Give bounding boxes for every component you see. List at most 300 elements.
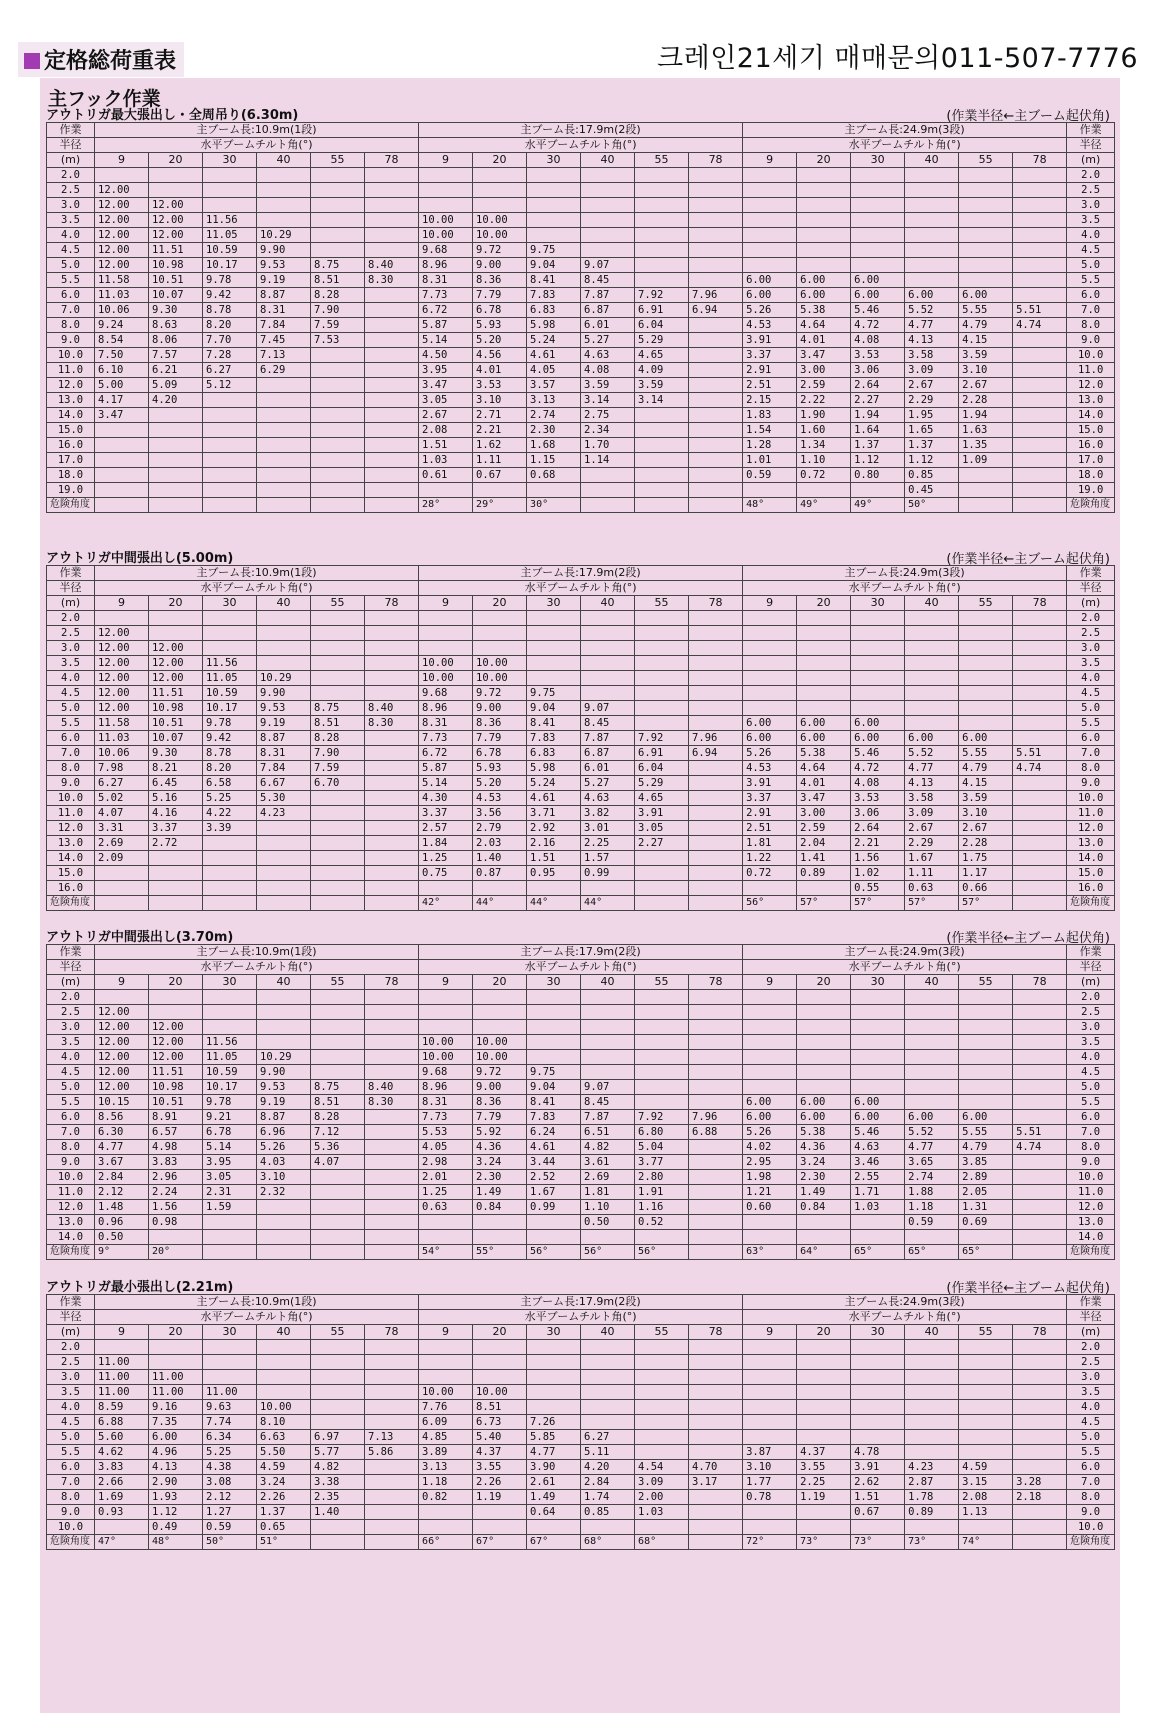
tilt-angle-value: 30 <box>527 975 581 990</box>
danger-angle-cell: 51° <box>257 1535 311 1550</box>
load-value-cell <box>689 183 743 198</box>
load-value-cell <box>689 1050 743 1065</box>
load-value-cell <box>311 851 365 866</box>
load-value-cell <box>203 990 257 1005</box>
load-value-cell: 5.55 <box>959 746 1013 761</box>
load-value-cell <box>257 1340 311 1355</box>
load-value-cell: 5.93 <box>473 761 527 776</box>
load-value-cell <box>797 1340 851 1355</box>
load-value-cell <box>149 408 203 423</box>
load-value-cell: 8.36 <box>473 716 527 731</box>
load-value-cell <box>959 168 1013 183</box>
load-value-cell <box>365 1125 419 1140</box>
load-value-cell: 6.00 <box>743 716 797 731</box>
tilt-angle-value: 9 <box>419 153 473 168</box>
load-value-cell: 8.40 <box>365 258 419 273</box>
load-value-cell <box>311 423 365 438</box>
load-value-cell <box>1013 701 1067 716</box>
work-radius-cell-right: 10.0 <box>1067 791 1115 806</box>
load-value-cell: 5.38 <box>797 303 851 318</box>
load-value-cell: 3.24 <box>473 1155 527 1170</box>
load-value-cell <box>1013 716 1067 731</box>
boom-length-header: 主ブーム長:17.9m(2段) <box>419 566 743 581</box>
load-value-cell: 6.27 <box>581 1430 635 1445</box>
load-value-cell <box>581 1520 635 1535</box>
work-radius-cell: 4.0 <box>47 228 95 243</box>
load-value-cell <box>311 1520 365 1535</box>
load-value-cell <box>743 611 797 626</box>
load-value-cell: 7.74 <box>203 1415 257 1430</box>
load-value-cell <box>581 1050 635 1065</box>
table-row <box>47 1035 1115 1050</box>
load-value-cell: 1.02 <box>851 866 905 881</box>
load-value-cell: 2.30 <box>797 1170 851 1185</box>
danger-angle-cell <box>365 498 419 513</box>
load-value-cell: 4.56 <box>473 348 527 363</box>
load-value-cell: 11.03 <box>95 288 149 303</box>
load-value-cell <box>365 243 419 258</box>
load-value-cell <box>257 1370 311 1385</box>
radius-header-right: 半径 <box>1067 138 1115 153</box>
load-value-cell: 10.00 <box>419 656 473 671</box>
load-value-cell <box>365 1140 419 1155</box>
load-value-cell <box>473 990 527 1005</box>
load-value-cell: 12.00 <box>95 198 149 213</box>
work-radius-cell: 2.0 <box>47 990 95 1005</box>
load-value-cell: 9.78 <box>203 273 257 288</box>
danger-angle-cell: 29° <box>473 498 527 513</box>
load-value-cell <box>149 851 203 866</box>
load-value-cell <box>1013 213 1067 228</box>
load-value-cell: 4.13 <box>149 1460 203 1475</box>
load-value-cell: 4.72 <box>851 318 905 333</box>
load-value-cell: 3.91 <box>635 806 689 821</box>
load-value-cell <box>905 1355 959 1370</box>
load-value-cell <box>689 1370 743 1385</box>
load-value-cell: 5.09 <box>149 378 203 393</box>
load-value-cell <box>635 611 689 626</box>
load-value-cell <box>689 1170 743 1185</box>
load-value-cell: 5.53 <box>419 1125 473 1140</box>
load-table <box>46 1294 1115 1550</box>
load-value-cell <box>365 198 419 213</box>
load-value-cell: 12.00 <box>95 243 149 258</box>
danger-angle-cell: 66° <box>419 1535 473 1550</box>
load-value-cell <box>689 1140 743 1155</box>
load-value-cell <box>581 671 635 686</box>
load-value-cell <box>635 453 689 468</box>
work-radius-cell: 5.0 <box>47 701 95 716</box>
load-value-cell: 6.00 <box>797 273 851 288</box>
danger-angle-cell <box>311 1245 365 1260</box>
load-value-cell <box>365 363 419 378</box>
load-value-cell <box>743 1035 797 1050</box>
load-value-cell: 9.00 <box>473 258 527 273</box>
load-value-cell <box>365 318 419 333</box>
load-value-cell: 9.75 <box>527 243 581 258</box>
header-row <box>47 960 1115 975</box>
load-value-cell <box>1013 333 1067 348</box>
load-value-cell <box>635 1230 689 1245</box>
load-value-cell <box>149 468 203 483</box>
load-value-cell: 7.90 <box>311 303 365 318</box>
load-value-cell: 2.87 <box>905 1475 959 1490</box>
tilt-angle-value: 9 <box>419 1325 473 1340</box>
load-value-cell: 4.53 <box>473 791 527 806</box>
load-value-cell: 3.10 <box>257 1170 311 1185</box>
load-value-cell <box>581 1020 635 1035</box>
table-row <box>47 731 1115 746</box>
tilt-angle-value: 55 <box>959 1325 1013 1340</box>
load-value-cell: 2.16 <box>527 836 581 851</box>
work-radius-cell: 11.0 <box>47 806 95 821</box>
table-title: アウトリガ中間張出し(5.00m) <box>46 551 234 566</box>
load-value-cell <box>743 1215 797 1230</box>
load-value-cell: 5.38 <box>797 1125 851 1140</box>
load-value-cell: 4.79 <box>959 1140 1013 1155</box>
load-value-cell: 4.01 <box>473 363 527 378</box>
load-value-cell <box>905 990 959 1005</box>
load-value-cell: 2.96 <box>149 1170 203 1185</box>
load-value-cell <box>365 851 419 866</box>
load-value-cell <box>743 1005 797 1020</box>
load-value-cell: 3.31 <box>95 821 149 836</box>
load-value-cell: 5.26 <box>743 303 797 318</box>
load-value-cell: 6.00 <box>851 1095 905 1110</box>
load-value-cell <box>1013 881 1067 896</box>
load-value-cell <box>743 1385 797 1400</box>
danger-angle-cell: 56° <box>527 1245 581 1260</box>
load-value-cell: 8.31 <box>419 273 473 288</box>
load-value-cell <box>149 1340 203 1355</box>
load-value-cell <box>95 990 149 1005</box>
load-value-cell <box>473 1505 527 1520</box>
work-radius-cell-right: 4.0 <box>1067 228 1115 243</box>
load-value-cell <box>959 1095 1013 1110</box>
work-radius-cell-right: 14.0 <box>1067 408 1115 423</box>
load-value-cell: 10.59 <box>203 686 257 701</box>
load-value-cell: 6.00 <box>797 1095 851 1110</box>
danger-angle-cell: 67° <box>473 1535 527 1550</box>
danger-angle-cell: 57° <box>905 896 959 911</box>
tilt-angle-value: 20 <box>473 975 527 990</box>
load-value-cell: 4.72 <box>851 761 905 776</box>
load-value-cell <box>311 1020 365 1035</box>
load-value-cell <box>743 1430 797 1445</box>
load-value-cell <box>365 1475 419 1490</box>
load-value-cell <box>365 1185 419 1200</box>
load-value-cell: 7.13 <box>257 348 311 363</box>
danger-angle-cell: 63° <box>743 1245 797 1260</box>
load-value-cell <box>797 1230 851 1245</box>
load-value-cell: 9.72 <box>473 686 527 701</box>
danger-angle-cell: 50° <box>905 498 959 513</box>
load-value-cell <box>689 408 743 423</box>
load-value-cell <box>365 393 419 408</box>
table-row <box>47 1415 1115 1430</box>
load-value-cell: 2.92 <box>527 821 581 836</box>
load-value-cell <box>905 1415 959 1430</box>
load-value-cell: 4.08 <box>851 333 905 348</box>
load-value-cell <box>959 990 1013 1005</box>
table-row <box>47 198 1115 213</box>
load-value-cell: 4.20 <box>149 393 203 408</box>
load-value-cell <box>95 423 149 438</box>
load-value-cell <box>743 1230 797 1245</box>
load-value-cell: 8.87 <box>257 288 311 303</box>
load-value-cell <box>743 183 797 198</box>
load-value-cell <box>689 656 743 671</box>
load-value-cell: 3.01 <box>581 821 635 836</box>
load-value-cell <box>527 1520 581 1535</box>
load-value-cell <box>203 1005 257 1020</box>
load-value-cell <box>473 1520 527 1535</box>
danger-angle-cell <box>689 1245 743 1260</box>
load-value-cell <box>257 611 311 626</box>
load-value-cell: 4.37 <box>473 1445 527 1460</box>
load-value-cell: 1.03 <box>635 1505 689 1520</box>
load-value-cell <box>257 468 311 483</box>
radius-header-left: 作業 <box>47 123 95 138</box>
load-value-cell: 3.77 <box>635 1155 689 1170</box>
load-value-cell: 4.15 <box>959 776 1013 791</box>
work-radius-cell-right: 2.0 <box>1067 1340 1115 1355</box>
load-value-cell: 1.03 <box>851 1200 905 1215</box>
load-value-cell <box>743 228 797 243</box>
tilt-angle-value: 55 <box>311 596 365 611</box>
load-value-cell <box>743 198 797 213</box>
load-value-cell <box>1013 393 1067 408</box>
load-value-cell <box>1013 1505 1067 1520</box>
work-radius-cell: 10.0 <box>47 791 95 806</box>
load-value-cell: 2.59 <box>797 378 851 393</box>
load-value-cell: 2.79 <box>473 821 527 836</box>
work-radius-cell: 19.0 <box>47 483 95 498</box>
load-value-cell <box>689 1155 743 1170</box>
danger-angle-cell: 20° <box>149 1245 203 1260</box>
load-value-cell <box>1013 1445 1067 1460</box>
load-value-cell <box>311 213 365 228</box>
tilt-angle-value: 78 <box>689 975 743 990</box>
load-value-cell <box>797 1215 851 1230</box>
load-value-cell <box>581 1005 635 1020</box>
load-value-cell: 9.19 <box>257 716 311 731</box>
work-radius-cell-right: 6.0 <box>1067 288 1115 303</box>
load-value-cell: 1.81 <box>581 1185 635 1200</box>
load-value-cell <box>635 1385 689 1400</box>
load-value-cell: 0.96 <box>95 1215 149 1230</box>
load-value-cell: 2.29 <box>905 836 959 851</box>
load-value-cell: 12.00 <box>149 198 203 213</box>
load-value-cell <box>1013 468 1067 483</box>
table-row <box>47 1095 1115 1110</box>
load-value-cell: 1.41 <box>797 851 851 866</box>
header-row <box>47 566 1115 581</box>
tilt-angle-value: 78 <box>689 153 743 168</box>
tilt-angle-header: 水平ブームチルト角(°) <box>95 138 419 153</box>
load-value-cell: 6.83 <box>527 746 581 761</box>
load-value-cell: 7.70 <box>203 333 257 348</box>
load-value-cell <box>1013 1415 1067 1430</box>
work-radius-cell-right: 2.5 <box>1067 626 1115 641</box>
load-value-cell <box>689 1020 743 1035</box>
load-value-cell <box>311 438 365 453</box>
load-value-cell <box>851 1340 905 1355</box>
load-value-cell: 3.90 <box>527 1460 581 1475</box>
load-value-cell <box>203 423 257 438</box>
load-value-cell: 6.45 <box>149 776 203 791</box>
load-value-cell <box>527 228 581 243</box>
load-value-cell <box>635 1005 689 1020</box>
load-value-cell <box>149 483 203 498</box>
table-row <box>47 363 1115 378</box>
load-value-cell <box>1013 1110 1067 1125</box>
load-value-cell <box>743 641 797 656</box>
load-value-cell <box>149 453 203 468</box>
work-radius-cell: 8.0 <box>47 1490 95 1505</box>
load-value-cell: 10.00 <box>473 213 527 228</box>
load-value-cell <box>311 1370 365 1385</box>
load-value-cell <box>581 1385 635 1400</box>
load-value-cell: 5.26 <box>743 746 797 761</box>
load-value-cell <box>635 716 689 731</box>
work-radius-cell-right: 12.0 <box>1067 378 1115 393</box>
table-row <box>47 258 1115 273</box>
load-value-cell <box>743 1505 797 1520</box>
load-value-cell <box>905 716 959 731</box>
work-radius-cell: 7.0 <box>47 1475 95 1490</box>
load-value-cell <box>851 228 905 243</box>
load-value-cell <box>149 1355 203 1370</box>
load-value-cell: 6.87 <box>581 746 635 761</box>
load-value-cell <box>959 1230 1013 1245</box>
load-value-cell: 12.00 <box>149 1035 203 1050</box>
tilt-angle-header: 水平ブームチルト角(°) <box>419 960 743 975</box>
boom-length-header: 主ブーム長:10.9m(1段) <box>95 945 419 960</box>
load-value-cell: 10.29 <box>257 671 311 686</box>
table-row <box>47 671 1115 686</box>
load-value-cell <box>851 213 905 228</box>
load-value-cell: 5.25 <box>203 791 257 806</box>
load-value-cell: 0.59 <box>905 1215 959 1230</box>
load-value-cell <box>689 671 743 686</box>
load-value-cell: 3.56 <box>473 806 527 821</box>
work-radius-cell-right: 18.0 <box>1067 468 1115 483</box>
work-radius-cell: 2.0 <box>47 168 95 183</box>
load-value-cell <box>635 468 689 483</box>
table-row <box>47 641 1115 656</box>
load-value-cell: 6.70 <box>311 776 365 791</box>
load-value-cell <box>905 626 959 641</box>
load-value-cell: 5.26 <box>257 1140 311 1155</box>
work-radius-cell: 14.0 <box>47 408 95 423</box>
load-value-cell: 10.00 <box>473 671 527 686</box>
load-value-cell: 4.61 <box>527 791 581 806</box>
load-value-cell <box>905 228 959 243</box>
work-radius-cell-right: 3.5 <box>1067 1035 1115 1050</box>
load-value-cell: 10.00 <box>473 1050 527 1065</box>
load-value-cell <box>581 1065 635 1080</box>
load-value-cell: 3.09 <box>905 363 959 378</box>
load-value-cell: 1.62 <box>473 438 527 453</box>
header-row <box>47 123 1115 138</box>
load-value-cell <box>365 1370 419 1385</box>
load-value-cell: 11.56 <box>203 656 257 671</box>
work-radius-cell: 4.5 <box>47 243 95 258</box>
load-value-cell: 1.49 <box>797 1185 851 1200</box>
load-value-cell: 1.28 <box>743 438 797 453</box>
load-value-cell <box>905 686 959 701</box>
load-value-cell: 10.00 <box>473 1385 527 1400</box>
load-value-cell: 1.11 <box>905 866 959 881</box>
load-value-cell: 10.06 <box>95 303 149 318</box>
load-value-cell: 6.00 <box>851 273 905 288</box>
load-value-cell: 1.12 <box>851 453 905 468</box>
danger-angle-cell <box>365 896 419 911</box>
work-radius-cell-right: 2.5 <box>1067 183 1115 198</box>
load-value-cell <box>527 1230 581 1245</box>
load-value-cell: 12.00 <box>95 656 149 671</box>
load-value-cell: 3.46 <box>851 1155 905 1170</box>
table-row <box>47 1065 1115 1080</box>
load-value-cell: 5.11 <box>581 1445 635 1460</box>
load-value-cell: 1.75 <box>959 851 1013 866</box>
table-title: アウトリガ中間張出し(3.70m) <box>46 930 234 945</box>
load-value-cell <box>257 851 311 866</box>
work-radius-cell: 3.0 <box>47 641 95 656</box>
load-value-cell <box>959 483 1013 498</box>
table-row <box>47 761 1115 776</box>
work-radius-cell-right: 3.5 <box>1067 213 1115 228</box>
load-value-cell: 5.12 <box>203 378 257 393</box>
load-value-cell: 4.50 <box>419 348 473 363</box>
table-row <box>47 1230 1115 1245</box>
work-radius-cell: 12.0 <box>47 378 95 393</box>
load-value-cell: 2.03 <box>473 836 527 851</box>
load-value-cell: 8.96 <box>419 1080 473 1095</box>
load-value-cell: 3.55 <box>473 1460 527 1475</box>
load-value-cell <box>365 821 419 836</box>
load-value-cell: 11.05 <box>203 1050 257 1065</box>
load-value-cell: 9.21 <box>203 1110 257 1125</box>
load-value-cell <box>959 243 1013 258</box>
load-value-cell <box>419 1230 473 1245</box>
load-value-cell <box>473 1230 527 1245</box>
load-value-cell: 10.59 <box>203 243 257 258</box>
load-value-cell: 2.91 <box>743 806 797 821</box>
load-value-cell <box>527 611 581 626</box>
table-row <box>47 438 1115 453</box>
load-value-cell <box>635 1065 689 1080</box>
load-value-cell <box>635 1355 689 1370</box>
work-radius-cell: 8.0 <box>47 761 95 776</box>
load-value-cell: 3.83 <box>149 1155 203 1170</box>
load-value-cell <box>365 836 419 851</box>
load-value-cell <box>851 1415 905 1430</box>
load-value-cell: 9.07 <box>581 701 635 716</box>
load-value-cell: 8.54 <box>95 333 149 348</box>
load-value-cell <box>257 836 311 851</box>
load-value-cell <box>743 1020 797 1035</box>
load-value-cell <box>905 1430 959 1445</box>
load-value-cell: 7.26 <box>527 1415 581 1430</box>
load-value-cell: 2.90 <box>149 1475 203 1490</box>
radius-header-left: (m) <box>47 153 95 168</box>
load-value-cell <box>203 866 257 881</box>
table-row <box>47 686 1115 701</box>
load-value-cell: 9.63 <box>203 1400 257 1415</box>
load-value-cell: 9.53 <box>257 1080 311 1095</box>
